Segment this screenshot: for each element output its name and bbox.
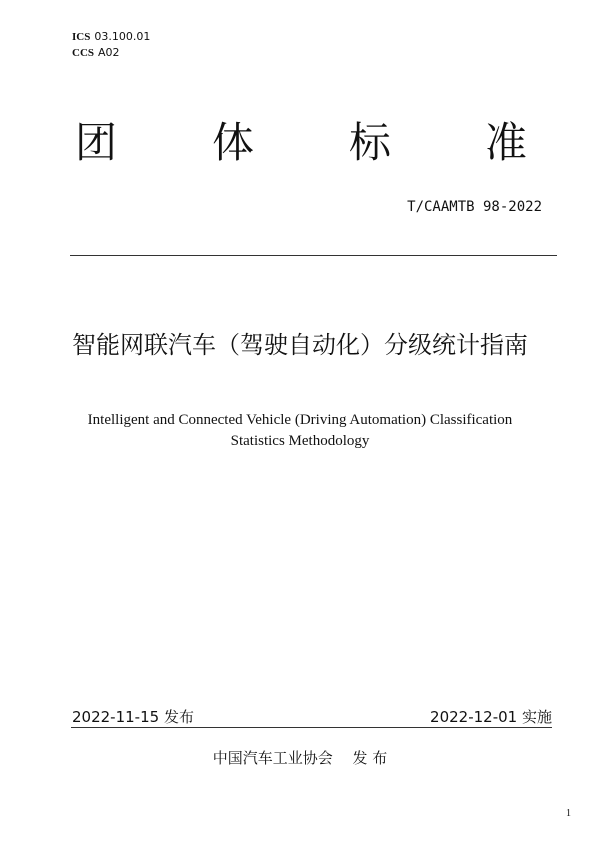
footer-divider <box>71 727 552 728</box>
issue-date: 2022-11-15 发布 <box>72 708 194 726</box>
standard-type-char: 标 <box>348 118 391 167</box>
title-chinese: 智能网联汽车（驾驶自动化）分级统计指南 <box>72 331 528 359</box>
ics-value: 03.100.01 <box>94 30 151 43</box>
ics-label: ICS <box>72 31 91 43</box>
publisher: 中国汽车工业协会 发 布 <box>212 749 388 767</box>
ics-line <box>72 29 150 45</box>
implementation-date: 2022-12-01 实施 <box>430 708 552 726</box>
standard-type-char: 体 <box>211 118 254 167</box>
standard-type-char: 准 <box>484 118 527 167</box>
page-number: 1 <box>566 808 571 819</box>
title-english: Intelligent and Connected Vehicle (Driving Automation) Classification Statistics Methodology <box>87 412 513 449</box>
header-divider <box>70 255 557 256</box>
ccs-line <box>72 45 120 61</box>
ccs-value: A02 <box>98 46 120 59</box>
standard-code: T/CAAMTB 98-2022 <box>407 199 542 215</box>
ccs-label: CCS <box>72 47 95 59</box>
standard-type-char: 团 <box>74 118 117 167</box>
